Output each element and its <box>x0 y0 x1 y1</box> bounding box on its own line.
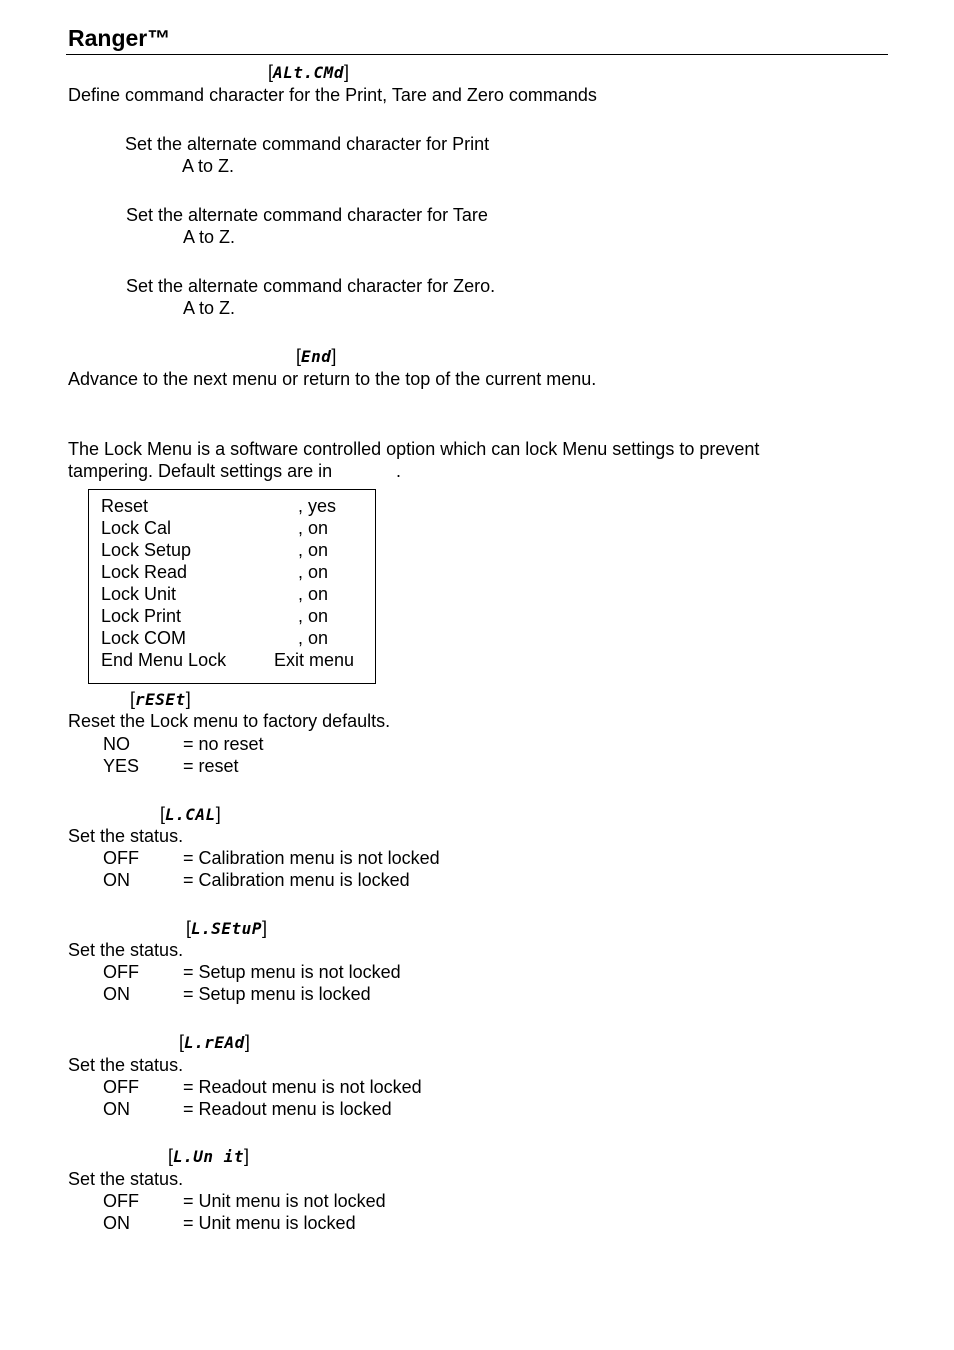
lcal-option-value: = Calibration menu is not locked <box>183 848 440 868</box>
lunit-option-value: = Unit menu is locked <box>183 1213 356 1233</box>
lunit-description: Set the status. <box>68 1169 184 1189</box>
menu-code-altcmd: [ALt.CMd] <box>268 62 349 82</box>
altcmd-tare-desc: Set the alternate command character for Tare <box>126 205 488 225</box>
menu-code-lunit: [L.Un it] <box>168 1146 249 1166</box>
lock-table-row <box>101 605 371 627</box>
lread-description: Set the status. <box>68 1055 184 1075</box>
menu-code-lcal: [L.CAL] <box>160 804 221 824</box>
lock-item-default: , yes <box>298 496 337 516</box>
menu-code-lread: [L.rEAd] <box>179 1032 250 1052</box>
page-title: Ranger™ <box>68 25 171 51</box>
lcal-option-key: OFF <box>103 848 139 868</box>
lock-table-row <box>101 627 371 649</box>
menu-code-end: [End] <box>296 346 337 366</box>
lock-item-default: , on <box>298 540 329 560</box>
reset-option-value: = reset <box>183 756 239 776</box>
lock-item-default: , on <box>298 562 329 582</box>
lock-table-row <box>101 495 371 517</box>
lock-item-label: Lock COM <box>101 628 187 648</box>
lunit-option-value: = Unit menu is not locked <box>183 1191 386 1211</box>
lock-item-label: Lock Setup <box>101 540 192 560</box>
display-code: ALt.CMd <box>273 63 344 82</box>
end-description: Advance to the next menu or return to the top of the current menu. <box>68 369 597 389</box>
lock-intro-line2-prefix: tampering. Default settings are in <box>68 461 333 481</box>
reset-option-key: YES <box>103 756 140 776</box>
altcmd-zero-range: A to Z. <box>183 298 236 318</box>
lock-table-row <box>101 539 371 561</box>
lunit-option-key: ON <box>103 1213 130 1233</box>
menu-code-lsetup: [L.SEtuP] <box>186 918 267 938</box>
lock-item-default: Exit menu <box>274 650 355 670</box>
lock-intro-line1: The Lock Menu is a software controlled option which can lock Menu settings to prevent <box>68 439 760 459</box>
lunit-option-key: OFF <box>103 1191 139 1211</box>
lock-intro-line2-suffix: . <box>396 461 402 481</box>
lock-item-default: , on <box>298 584 329 604</box>
lcal-option-value: = Calibration menu is locked <box>183 870 410 890</box>
display-code: L.CAL <box>165 805 216 824</box>
lock-menu-table <box>88 489 376 684</box>
lock-table-row <box>101 649 371 671</box>
display-code: rESEt <box>135 690 186 709</box>
lock-table-row <box>101 583 371 605</box>
lock-item-default: , on <box>298 628 329 648</box>
lread-option-key: ON <box>103 1099 130 1119</box>
lsetup-option-key: OFF <box>103 962 139 982</box>
display-code: L.SEtuP <box>191 919 262 938</box>
reset-option-key: NO <box>103 734 130 754</box>
lock-item-label: Lock Read <box>101 562 188 582</box>
lock-table-row <box>101 561 371 583</box>
lock-item-default: , on <box>298 606 329 626</box>
lock-item-label: End Menu Lock <box>101 650 227 670</box>
lread-option-value: = Readout menu is not locked <box>183 1077 422 1097</box>
lock-item-label: Lock Cal <box>101 518 172 538</box>
altcmd-description: Define command character for the Print, Tare and Zero commands <box>68 85 597 105</box>
reset-description: Reset the Lock menu to factory defaults. <box>68 711 391 731</box>
display-code: L.rEAd <box>184 1033 245 1052</box>
altcmd-zero-desc: Set the alternate command character for Zero. <box>126 276 496 296</box>
altcmd-print-range: A to Z. <box>182 156 235 176</box>
lsetup-option-value: = Setup menu is locked <box>183 984 371 1004</box>
lsetup-option-key: ON <box>103 984 130 1004</box>
reset-option-value: = no reset <box>183 734 264 754</box>
lread-option-key: OFF <box>103 1077 139 1097</box>
lock-item-label: Reset <box>101 496 149 516</box>
lcal-description: Set the status. <box>68 826 184 846</box>
display-code: End <box>301 347 332 366</box>
display-code: L.Un it <box>173 1147 244 1166</box>
lock-table-row <box>101 517 371 539</box>
altcmd-tare-range: A to Z. <box>183 227 236 247</box>
altcmd-print-desc: Set the alternate command character for Print <box>125 134 490 154</box>
lock-item-label: Lock Unit <box>101 584 177 604</box>
lock-item-label: Lock Print <box>101 606 182 626</box>
lsetup-description: Set the status. <box>68 940 184 960</box>
menu-code-reset: [rESEt] <box>130 689 191 709</box>
header-divider <box>66 54 888 55</box>
lock-item-default: , on <box>298 518 329 538</box>
lsetup-option-value: = Setup menu is not locked <box>183 962 401 982</box>
lcal-option-key: ON <box>103 870 130 890</box>
lread-option-value: = Readout menu is locked <box>183 1099 392 1119</box>
